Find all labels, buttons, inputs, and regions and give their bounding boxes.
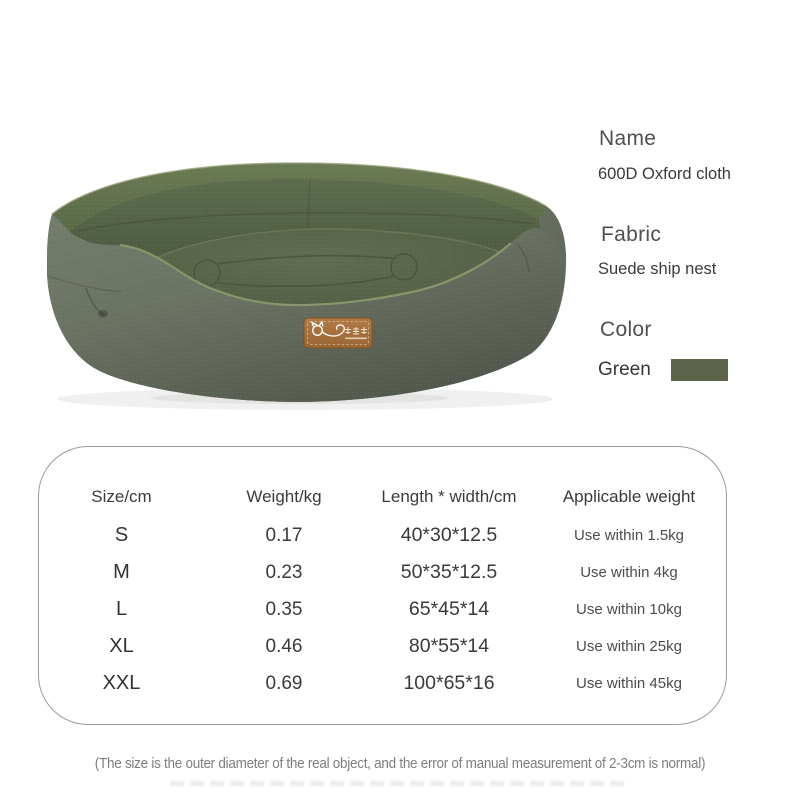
table-cell: 0.17: [265, 524, 303, 546]
table-cell: 0.69: [265, 672, 303, 694]
table-cell: S: [114, 524, 129, 546]
table-cell: L: [115, 598, 128, 620]
table-header-dims: Length * width/cm: [381, 487, 517, 506]
pet-bed-photo: [25, 150, 580, 415]
table-header-applicable: Applicable weight: [562, 487, 696, 506]
spec-name-label: Name: [599, 127, 657, 150]
table-cell: Use within 10kg: [576, 601, 682, 618]
side-dimple: [98, 311, 108, 318]
spec-color-value: Green: [598, 359, 651, 380]
table-cell: 100*65*16: [403, 672, 495, 694]
table-cell: XXL: [102, 672, 141, 694]
table-cell: Use within 4kg: [580, 564, 678, 581]
brand-tag: [304, 318, 372, 348]
size-table-grid: [39, 447, 726, 702]
table-cell: 0.46: [265, 635, 303, 657]
color-swatch: [671, 359, 728, 381]
tag-characters: [345, 327, 367, 334]
table-cell: XL: [109, 635, 134, 657]
table-header-weight: Weight/kg: [246, 487, 322, 506]
measurement-footnote: (The size is the outer diameter of the real object, and the error of manual measurement of 2-3cm is normal): [94, 755, 706, 772]
table-cell: 65*45*14: [408, 598, 490, 620]
spec-color-label: Color: [600, 318, 652, 341]
spec-fabric-value: Suede ship nest: [598, 260, 717, 278]
faint-watermark-line: [170, 781, 630, 786]
table-cell: M: [113, 561, 130, 583]
table-cell: 40*30*12.5: [400, 524, 498, 546]
spec-color-row: [598, 359, 728, 381]
table-cell: 80*55*14: [408, 635, 490, 657]
table-cell: 0.35: [265, 598, 303, 620]
spec-name-value: 600D Oxford cloth: [598, 165, 731, 183]
table-cell: Use within 1.5kg: [573, 527, 685, 544]
spec-fabric-label: Fabric: [601, 223, 662, 246]
fabric-texture: [47, 163, 566, 402]
size-table: [38, 446, 727, 725]
table-cell: 50*35*12.5: [400, 561, 498, 583]
table-cell: 0.23: [265, 561, 303, 583]
tag-subtext-line: [345, 338, 367, 340]
table-cell: Use within 45kg: [576, 675, 682, 692]
table-cell: Use within 25kg: [576, 638, 682, 655]
table-header-size: Size/cm: [91, 487, 152, 506]
